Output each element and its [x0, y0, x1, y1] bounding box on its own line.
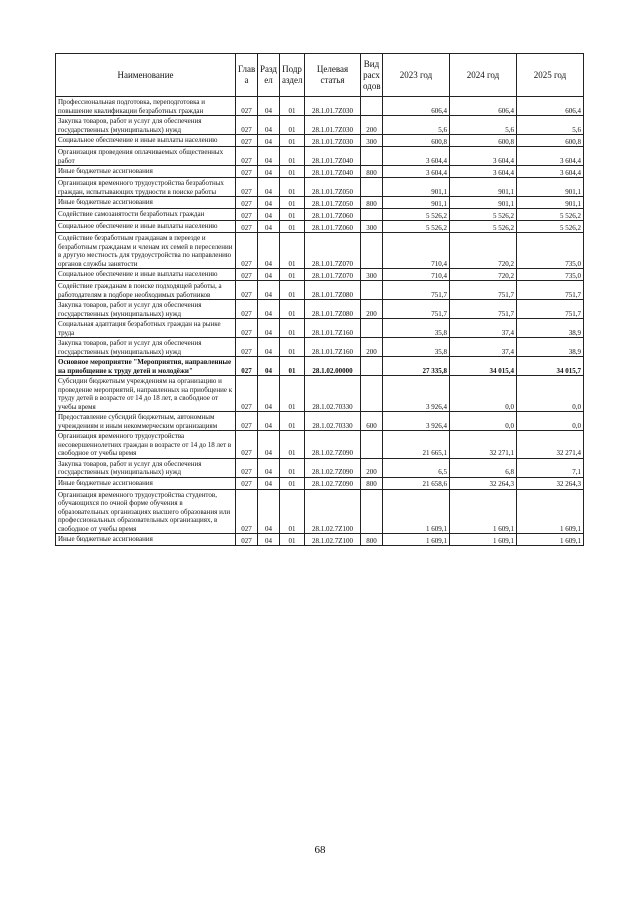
header-2025: 2025 год	[517, 54, 584, 97]
cell-2025: 600,8	[517, 135, 584, 147]
cell-2023: 3 604,4	[383, 147, 450, 166]
cell-2024: 5 526,2	[450, 209, 517, 221]
cell-razdel: 04	[258, 178, 280, 197]
cell-2025: 5 526,2	[517, 209, 584, 221]
table-row	[56, 338, 584, 357]
cell-2023: 606,4	[383, 97, 450, 116]
cell-2023: 3 926,4	[383, 412, 450, 431]
cell-razdel: 04	[258, 233, 280, 269]
cell-podrazdel: 01	[280, 319, 305, 338]
cell-podrazdel: 01	[280, 477, 305, 489]
cell-podrazdel: 01	[280, 431, 305, 459]
cell-expense-type: 200	[361, 458, 383, 477]
cell-expense-type: 800	[361, 534, 383, 546]
cell-name: Закупка товаров, работ и услуг для обеспечения государственных (муниципальных) нужд	[56, 338, 236, 357]
cell-target-article: 28.1.01.7Z060	[305, 221, 361, 233]
cell-razdel: 04	[258, 269, 280, 281]
cell-target-article: 28.1.01.7Z050	[305, 178, 361, 197]
cell-2025: 901,1	[517, 197, 584, 209]
cell-expense-type	[361, 489, 383, 534]
cell-podrazdel: 01	[280, 166, 305, 178]
cell-name: Организация временного трудоустройства безработных граждан, испытывающих трудности в поиске работы	[56, 178, 236, 197]
cell-name: Организация проведения оплачиваемых общественных работ	[56, 147, 236, 166]
cell-glava: 027	[236, 147, 258, 166]
cell-podrazdel: 01	[280, 489, 305, 534]
cell-expense-type	[361, 281, 383, 300]
cell-2025: 1 609,1	[517, 534, 584, 546]
table-row	[56, 431, 584, 459]
cell-2023: 600,8	[383, 135, 450, 147]
cell-2024: 34 015,4	[450, 357, 517, 376]
cell-2024: 901,1	[450, 197, 517, 209]
cell-target-article: 28.1.01.7Z030	[305, 116, 361, 135]
cell-2023: 35,8	[383, 338, 450, 357]
cell-name: Основное мероприятие "Мероприятия, направленные на приобщение к труду детей и молодёжи"	[56, 357, 236, 376]
cell-2025: 38,9	[517, 338, 584, 357]
header-expense-type: Вид расх одов	[361, 54, 383, 97]
cell-razdel: 04	[258, 135, 280, 147]
cell-expense-type	[361, 178, 383, 197]
cell-podrazdel: 01	[280, 221, 305, 233]
cell-razdel: 04	[258, 458, 280, 477]
cell-2024: 720,2	[450, 233, 517, 269]
cell-2023: 751,7	[383, 281, 450, 300]
cell-name: Содействие безработным гражданам в переезде и безработным гражданам и членам их семей в переселении в другую местность для трудоустройства по направлению органов службы занятости	[56, 233, 236, 269]
cell-2025: 34 015,7	[517, 357, 584, 376]
cell-podrazdel: 01	[280, 357, 305, 376]
cell-2023: 3 926,4	[383, 376, 450, 412]
cell-2024: 751,7	[450, 281, 517, 300]
cell-target-article: 28.1.02.00000	[305, 357, 361, 376]
table-row	[56, 135, 584, 147]
cell-2025: 735,0	[517, 233, 584, 269]
cell-podrazdel: 01	[280, 116, 305, 135]
cell-expense-type: 200	[361, 338, 383, 357]
cell-name: Социальное обеспечение и иные выплаты населению	[56, 221, 236, 233]
cell-glava: 027	[236, 135, 258, 147]
cell-2024: 6,8	[450, 458, 517, 477]
cell-razdel: 04	[258, 116, 280, 135]
cell-name: Иные бюджетные ассигнования	[56, 166, 236, 178]
cell-target-article: 28.1.01.7Z030	[305, 135, 361, 147]
cell-2025: 751,7	[517, 300, 584, 319]
cell-name: Социальная адаптация безработных граждан на рынке труда	[56, 319, 236, 338]
header-name: Наименование	[56, 54, 236, 97]
cell-razdel: 04	[258, 431, 280, 459]
cell-target-article: 28.1.01.7Z040	[305, 147, 361, 166]
cell-name: Закупка товаров, работ и услуг для обеспечения государственных (муниципальных) нужд	[56, 458, 236, 477]
cell-glava: 027	[236, 376, 258, 412]
cell-name: Содействие самозанятости безработных граждан	[56, 209, 236, 221]
cell-glava: 027	[236, 319, 258, 338]
cell-glava: 027	[236, 116, 258, 135]
cell-expense-type: 200	[361, 300, 383, 319]
cell-2023: 6,5	[383, 458, 450, 477]
cell-glava: 027	[236, 534, 258, 546]
cell-expense-type	[361, 357, 383, 376]
cell-podrazdel: 01	[280, 534, 305, 546]
table-row	[56, 319, 584, 338]
cell-razdel: 04	[258, 412, 280, 431]
cell-2025: 0,0	[517, 376, 584, 412]
header-row	[56, 54, 584, 97]
cell-podrazdel: 01	[280, 135, 305, 147]
cell-podrazdel: 01	[280, 97, 305, 116]
cell-podrazdel: 01	[280, 269, 305, 281]
budget-table	[55, 53, 584, 546]
cell-2023: 27 335,8	[383, 357, 450, 376]
cell-2025: 32 264,3	[517, 477, 584, 489]
cell-expense-type: 800	[361, 166, 383, 178]
cell-razdel: 04	[258, 281, 280, 300]
cell-name: Содействие гражданам в поиске подходящей работы, а работодателям в подборе необходимых работников	[56, 281, 236, 300]
cell-2025: 606,4	[517, 97, 584, 116]
cell-target-article: 28.1.01.7Z050	[305, 197, 361, 209]
page-number: 68	[314, 844, 326, 856]
cell-2025: 751,7	[517, 281, 584, 300]
cell-razdel: 04	[258, 197, 280, 209]
cell-target-article: 28.1.01.7Z070	[305, 269, 361, 281]
header-2024: 2024 год	[450, 54, 517, 97]
table-row	[56, 221, 584, 233]
cell-razdel: 04	[258, 489, 280, 534]
cell-name: Иные бюджетные ассигнования	[56, 534, 236, 546]
cell-2024: 5 526,2	[450, 221, 517, 233]
cell-2024: 32 271,1	[450, 431, 517, 459]
cell-glava: 027	[236, 300, 258, 319]
cell-glava: 027	[236, 412, 258, 431]
cell-glava: 027	[236, 221, 258, 233]
cell-glava: 027	[236, 489, 258, 534]
cell-glava: 027	[236, 166, 258, 178]
header-2023: 2023 год	[383, 54, 450, 97]
table-row	[56, 458, 584, 477]
cell-target-article: 28.1.01.7Z060	[305, 209, 361, 221]
cell-glava: 027	[236, 458, 258, 477]
cell-2025: 1 609,1	[517, 489, 584, 534]
cell-2024: 0,0	[450, 412, 517, 431]
cell-2024: 32 264,3	[450, 477, 517, 489]
cell-target-article: 28.1.01.7Z070	[305, 233, 361, 269]
cell-name: Иные бюджетные ассигнования	[56, 197, 236, 209]
table-row	[56, 97, 584, 116]
cell-glava: 027	[236, 357, 258, 376]
cell-expense-type	[361, 431, 383, 459]
table-header	[56, 54, 584, 97]
cell-2023: 3 604,4	[383, 166, 450, 178]
cell-2023: 21 658,6	[383, 477, 450, 489]
cell-2025: 38,9	[517, 319, 584, 338]
cell-2024: 720,2	[450, 269, 517, 281]
table-row	[56, 197, 584, 209]
cell-name: Организация временного трудоустройства несовершеннолетних граждан в возрасте от 14 до 18 лет в свободное от учебы время	[56, 431, 236, 459]
cell-name: Иные бюджетные ассигнования	[56, 477, 236, 489]
cell-2024: 606,4	[450, 97, 517, 116]
cell-expense-type	[361, 147, 383, 166]
table-row	[56, 166, 584, 178]
cell-target-article: 28.1.02.70330	[305, 412, 361, 431]
header-target-article: Целевая статья	[305, 54, 361, 97]
cell-podrazdel: 01	[280, 376, 305, 412]
cell-razdel: 04	[258, 97, 280, 116]
table-row	[56, 281, 584, 300]
cell-razdel: 04	[258, 338, 280, 357]
cell-2024: 3 604,4	[450, 166, 517, 178]
cell-2025: 7,1	[517, 458, 584, 477]
cell-podrazdel: 01	[280, 281, 305, 300]
cell-razdel: 04	[258, 376, 280, 412]
cell-target-article: 28.1.01.7Z080	[305, 300, 361, 319]
cell-expense-type: 800	[361, 197, 383, 209]
table-row	[56, 489, 584, 534]
cell-2024: 901,1	[450, 178, 517, 197]
cell-2023: 5,6	[383, 116, 450, 135]
table-body	[56, 97, 584, 546]
cell-podrazdel: 01	[280, 458, 305, 477]
table-row	[56, 116, 584, 135]
cell-2023: 5 526,2	[383, 221, 450, 233]
cell-target-article: 28.1.02.70330	[305, 376, 361, 412]
cell-podrazdel: 01	[280, 338, 305, 357]
cell-glava: 027	[236, 197, 258, 209]
cell-target-article: 28.1.02.7Z090	[305, 477, 361, 489]
cell-2023: 710,4	[383, 269, 450, 281]
cell-2023: 901,1	[383, 197, 450, 209]
cell-2024: 37,4	[450, 319, 517, 338]
cell-podrazdel: 01	[280, 197, 305, 209]
cell-podrazdel: 01	[280, 300, 305, 319]
cell-expense-type: 300	[361, 135, 383, 147]
cell-2024: 751,7	[450, 300, 517, 319]
cell-razdel: 04	[258, 166, 280, 178]
cell-podrazdel: 01	[280, 233, 305, 269]
cell-2024: 1 609,1	[450, 489, 517, 534]
cell-2024: 1 609,1	[450, 534, 517, 546]
cell-name: Социальное обеспечение и иные выплаты населению	[56, 269, 236, 281]
table-row	[56, 209, 584, 221]
table-row	[56, 269, 584, 281]
cell-podrazdel: 01	[280, 412, 305, 431]
cell-glava: 027	[236, 97, 258, 116]
cell-target-article: 28.1.02.7Z100	[305, 534, 361, 546]
cell-glava: 027	[236, 477, 258, 489]
cell-target-article: 28.1.02.7Z100	[305, 489, 361, 534]
cell-expense-type	[361, 233, 383, 269]
table-row	[56, 477, 584, 489]
cell-target-article: 28.1.01.7Z080	[305, 281, 361, 300]
cell-target-article: 28.1.01.7Z160	[305, 319, 361, 338]
cell-podrazdel: 01	[280, 209, 305, 221]
cell-razdel: 04	[258, 357, 280, 376]
cell-expense-type	[361, 97, 383, 116]
cell-expense-type: 300	[361, 269, 383, 281]
cell-razdel: 04	[258, 534, 280, 546]
cell-razdel: 04	[258, 209, 280, 221]
cell-name: Предоставление субсидий бюджетным, автономным учреждениям и иным некоммерческим организациям	[56, 412, 236, 431]
cell-2023: 901,1	[383, 178, 450, 197]
cell-razdel: 04	[258, 221, 280, 233]
cell-2025: 32 271,4	[517, 431, 584, 459]
cell-razdel: 04	[258, 147, 280, 166]
cell-podrazdel: 01	[280, 178, 305, 197]
cell-2023: 1 609,1	[383, 534, 450, 546]
cell-2024: 0,0	[450, 376, 517, 412]
cell-glava: 027	[236, 233, 258, 269]
cell-target-article: 28.1.01.7Z160	[305, 338, 361, 357]
table-row	[56, 147, 584, 166]
cell-podrazdel: 01	[280, 147, 305, 166]
header-razdel: Разд ел	[258, 54, 280, 97]
cell-glava: 027	[236, 269, 258, 281]
cell-expense-type	[361, 376, 383, 412]
table-row	[56, 412, 584, 431]
cell-glava: 027	[236, 209, 258, 221]
cell-2023: 1 609,1	[383, 489, 450, 534]
cell-2024: 37,4	[450, 338, 517, 357]
cell-2025: 5 526,2	[517, 221, 584, 233]
header-podrazdel: Подр аздел	[280, 54, 305, 97]
table-row	[56, 178, 584, 197]
cell-target-article: 28.1.02.7Z090	[305, 431, 361, 459]
cell-name: Организация временного трудоустройства студентов, обучающихся по очной форме обучения в образовательных организациях высшего образования или профессиональных образовательных организациях, в свободное от учебы время	[56, 489, 236, 534]
cell-2025: 5,6	[517, 116, 584, 135]
cell-2024: 600,8	[450, 135, 517, 147]
cell-target-article: 28.1.01.7Z030	[305, 97, 361, 116]
cell-2023: 751,7	[383, 300, 450, 319]
cell-2024: 3 604,4	[450, 147, 517, 166]
table-row	[56, 357, 584, 376]
cell-name: Закупка товаров, работ и услуг для обеспечения государственных (муниципальных) нужд	[56, 116, 236, 135]
cell-name: Субсидии бюджетным учреждениям на организацию и проведение мероприятий, направленных на приобщение к труду детей в возрасте от 14 до 18 лет, в свободное от учебы время	[56, 376, 236, 412]
cell-glava: 027	[236, 281, 258, 300]
table-row	[56, 376, 584, 412]
table-row	[56, 233, 584, 269]
cell-2025: 3 604,4	[517, 166, 584, 178]
cell-name: Профессиональная подготовка, переподготовка и повышение квалификации безработных граждан	[56, 97, 236, 116]
cell-name: Социальное обеспечение и иные выплаты населению	[56, 135, 236, 147]
cell-razdel: 04	[258, 319, 280, 338]
cell-razdel: 04	[258, 477, 280, 489]
cell-2025: 901,1	[517, 178, 584, 197]
cell-2023: 35,8	[383, 319, 450, 338]
cell-target-article: 28.1.02.7Z090	[305, 458, 361, 477]
cell-glava: 027	[236, 338, 258, 357]
cell-target-article: 28.1.01.7Z040	[305, 166, 361, 178]
cell-2025: 735,0	[517, 269, 584, 281]
cell-glava: 027	[236, 178, 258, 197]
table-row	[56, 534, 584, 546]
cell-razdel: 04	[258, 300, 280, 319]
cell-2023: 710,4	[383, 233, 450, 269]
cell-2023: 21 665,1	[383, 431, 450, 459]
cell-expense-type: 800	[361, 477, 383, 489]
cell-expense-type: 300	[361, 221, 383, 233]
cell-expense-type	[361, 209, 383, 221]
cell-expense-type	[361, 319, 383, 338]
cell-2025: 0,0	[517, 412, 584, 431]
table-row	[56, 300, 584, 319]
cell-name: Закупка товаров, работ и услуг для обеспечения государственных (муниципальных) нужд	[56, 300, 236, 319]
cell-2023: 5 526,2	[383, 209, 450, 221]
cell-expense-type: 200	[361, 116, 383, 135]
header-glava: Глав а	[236, 54, 258, 97]
cell-expense-type: 600	[361, 412, 383, 431]
cell-2025: 3 604,4	[517, 147, 584, 166]
cell-glava: 027	[236, 431, 258, 459]
cell-2024: 5,6	[450, 116, 517, 135]
